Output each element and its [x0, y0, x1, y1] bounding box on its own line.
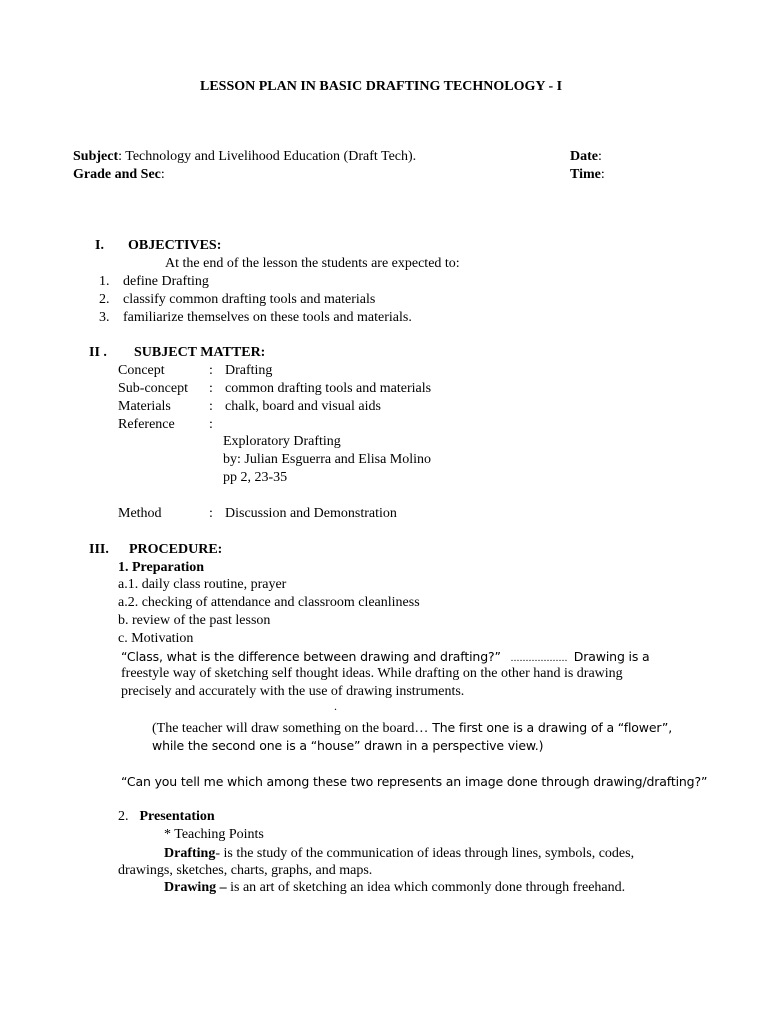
row-label: Reference — [118, 417, 175, 432]
presentation-heading — [118, 808, 215, 825]
preparation-item: a.1. daily class routine, prayer — [118, 577, 287, 592]
drawing-term: Drawing – — [164, 880, 227, 895]
preparation-heading: 1. Preparation — [118, 560, 205, 575]
teaching-points: * Teaching Points — [164, 827, 264, 842]
objective-num: 1. — [99, 274, 110, 289]
subject-matter-row — [118, 416, 225, 433]
motivation-dots: ................... — [510, 653, 568, 664]
method-value: Discussion and Demonstration — [225, 506, 397, 521]
teacher-note-end: The first one is a drawing of a “flower”, — [428, 720, 673, 735]
method-row — [118, 505, 397, 522]
drawing-def: is an art of sketching an idea which commonly done through freehand. — [226, 880, 626, 895]
subject-matter-numeral: II . — [89, 345, 107, 360]
drafting-definition — [164, 845, 634, 862]
time-line — [570, 166, 605, 183]
objectives-numeral: I. — [95, 238, 104, 253]
row-value: Drafting — [225, 363, 273, 378]
subject-matter-row — [118, 398, 381, 415]
objective-text: classify common drafting tools and materials — [123, 292, 376, 307]
row-label: Concept — [118, 363, 165, 378]
row-value: chalk, board and visual aids — [225, 399, 381, 414]
row-label: Materials — [118, 399, 171, 414]
row-value: common drafting tools and materials — [225, 381, 432, 396]
teacher-note-start: (The teacher will draw something on the board — [152, 721, 415, 736]
drafting-definition-cont: drawings, sketches, charts, graphs, and maps. — [118, 863, 373, 878]
grade-value: : — [160, 167, 165, 182]
teacher-note-ellipsis: … — [414, 721, 429, 736]
grade-label: Grade and Sec — [73, 167, 161, 182]
row-sep: : — [209, 417, 213, 432]
date-value: : — [598, 149, 602, 164]
method-label: Method — [118, 506, 162, 521]
reference-line: pp 2, 23-35 — [223, 470, 288, 485]
time-value: : — [600, 167, 605, 182]
preparation-item: b. review of the past lesson — [118, 613, 271, 628]
objectives-intro: At the end of the lesson the students are expected to: — [165, 256, 460, 271]
drafting-term: Drafting — [164, 846, 216, 861]
teacher-note-line — [152, 719, 672, 737]
motivation-after: Drawing is a — [573, 649, 650, 664]
subject-label: Subject — [73, 149, 119, 164]
date-line — [570, 148, 602, 165]
grade-line — [73, 166, 165, 183]
objective-item — [99, 273, 209, 290]
objective-text: familiarize themselves on these tools and materials. — [123, 310, 412, 325]
drafting-def: - is the study of the communication of ideas through lines, symbols, codes, — [215, 846, 635, 861]
subject-line — [73, 148, 416, 165]
procedure-numeral: III. — [89, 542, 109, 557]
objective-item — [99, 291, 375, 308]
subject-matter-heading: SUBJECT MATTER: — [134, 345, 266, 360]
row-label: Sub-concept — [118, 381, 188, 396]
row-sep: : — [209, 363, 213, 378]
motivation-line: freestyle way of sketching self thought ideas. While drafting on the other hand is drawing — [121, 666, 623, 681]
document-title: LESSON PLAN IN BASIC DRAFTING TECHNOLOGY - I — [200, 79, 563, 94]
teacher-note-line: while the second one is a “house” drawn in a perspective view.) — [152, 738, 544, 753]
drawing-definition — [164, 879, 625, 896]
reference-line: by: Julian Esguerra and Elisa Molino — [223, 452, 432, 467]
row-sep: : — [209, 381, 213, 396]
time-label: Time — [570, 167, 601, 182]
row-sep: : — [209, 399, 213, 414]
date-label: Date — [570, 149, 598, 164]
subject-matter-row — [118, 362, 272, 379]
subject-matter-row — [118, 380, 431, 397]
reference-line: Exploratory Drafting — [223, 434, 341, 449]
objectives-heading: OBJECTIVES: — [128, 238, 222, 253]
motivation-line: precisely and accurately with the use of drawing instruments. — [121, 684, 465, 699]
procedure-heading: PROCEDURE: — [129, 542, 223, 557]
objective-num: 3. — [99, 310, 110, 325]
subject-value: : Technology and Livelihood Education (Draft Tech). — [118, 149, 417, 164]
objective-item — [99, 309, 412, 326]
method-sep: : — [209, 506, 213, 521]
motivation-quote: “Class, what is the difference between drawing and drafting?” — [121, 649, 501, 664]
stray-dot: . — [334, 699, 337, 713]
presentation-num: 2. — [118, 809, 129, 824]
preparation-item: a.2. checking of attendance and classroom cleanliness — [118, 595, 420, 610]
preparation-item: c. Motivation — [118, 631, 194, 646]
objective-text: define Drafting — [123, 274, 209, 289]
question-line: “Can you tell me which among these two represents an image done through drawing/drafting?” — [121, 774, 708, 789]
presentation-label: Presentation — [139, 809, 215, 824]
objective-num: 2. — [99, 292, 110, 307]
